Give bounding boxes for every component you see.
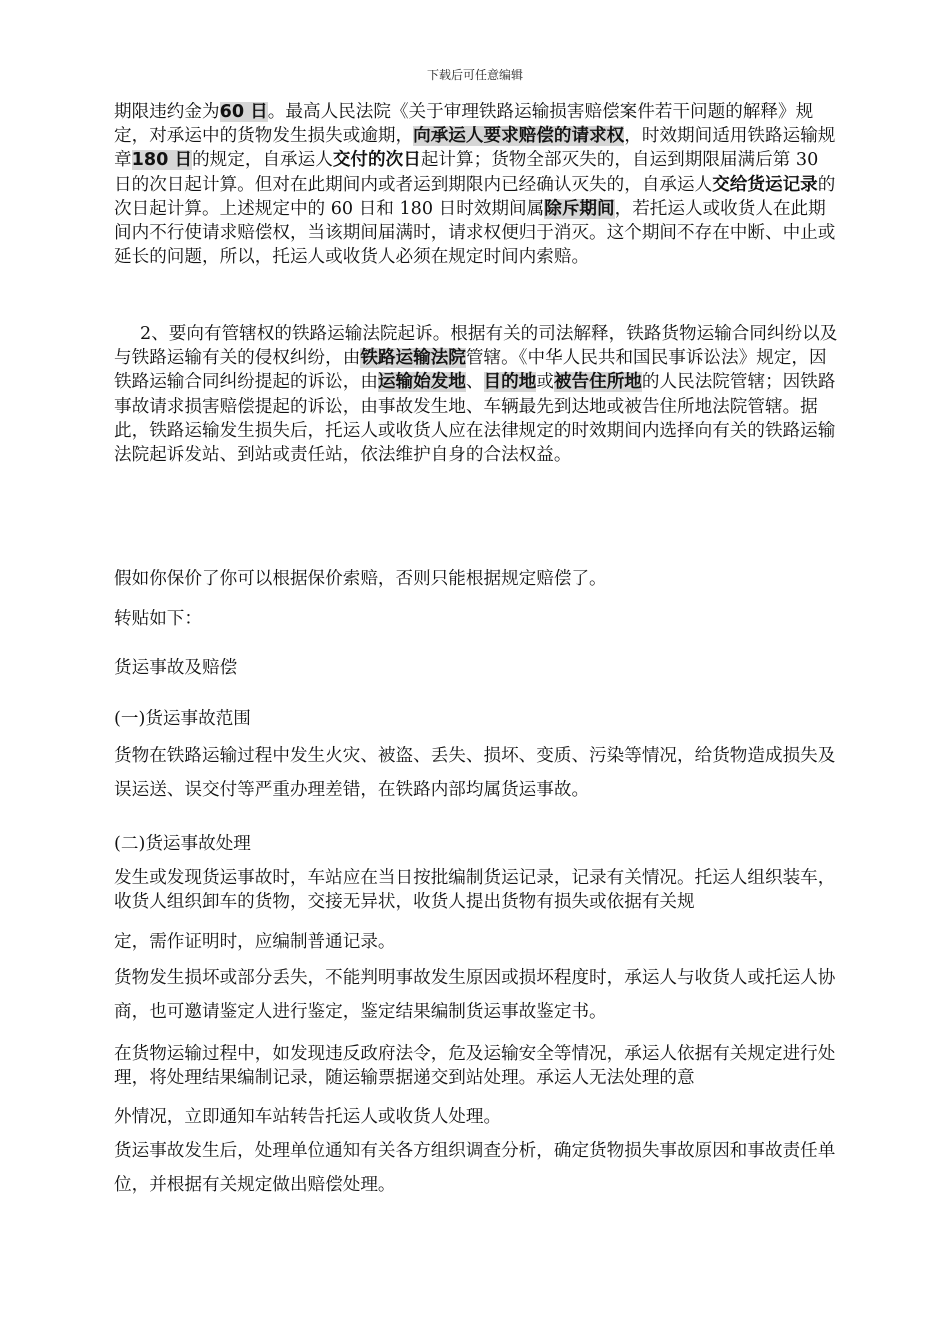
paragraph-time-limit bbox=[114, 100, 838, 269]
text-segment: 。最高人民法院《关于审理铁路运输损害赔偿案件若干问题的解释》规定，对承运中的货物发生损失或逾期， bbox=[114, 102, 814, 147]
highlight-delivery-day: 交付的次日 bbox=[332, 150, 421, 171]
paragraph-transport: 在货物运输过程中，如发现违反政府法令，危及运输安全等情况，承运人依据有关规定进行处理，将处理结果编制记录，随运输票据递交到站处理。承运人无法处理的意 bbox=[114, 1044, 836, 1089]
highlight-exclusion-period: 除斥期间 bbox=[544, 198, 615, 219]
subheading-scope: (一)货运事故范围 bbox=[114, 709, 251, 729]
text-segment: 2、要向有管辖权的铁路运输法院起诉。根据有关的司法解释，铁路货物运输合同纠纷以及与铁路运输有关的侵权纠纷，由 bbox=[114, 324, 838, 369]
paragraph-transport-end: 外情况，立即通知车站转告托运人或收货人处理。 bbox=[114, 1107, 502, 1127]
text-segment: 、 bbox=[465, 372, 484, 393]
highlight-railway-court: 铁路运输法院 bbox=[360, 348, 466, 369]
text-segment: 或 bbox=[536, 372, 554, 393]
highlight-destination: 目的地 bbox=[483, 372, 537, 393]
paragraph-scope: 货物在铁路运输过程中发生火灾、被盗、丢失、损坏、变质、污染等情况，给货物造成损失及误运送、误交付等严重办理差错，在铁路内部均属货运事故。 bbox=[114, 746, 836, 800]
paragraph-jurisdiction bbox=[114, 322, 838, 467]
text-segment: 期限违约金为 bbox=[114, 102, 220, 122]
highlight-60-days: 60 日 bbox=[219, 102, 268, 122]
text-segment: ，时效期间适用铁路运输规章 bbox=[114, 126, 836, 171]
insurance-note: 假如你保价了你可以根据保价索赔，否则只能根据规定赔偿了。 bbox=[114, 569, 607, 589]
text-segment: 的规定，自承运人 bbox=[192, 150, 333, 171]
paragraph-appraisal: 货物发生损坏或部分丢失，不能判明事故发生原因或损坏程度时，承运人与收货人或托运人协商，也可邀请鉴定人进行鉴定，鉴定结果编制货运事故鉴定书。 bbox=[114, 968, 836, 1022]
text-segment: 起计算；货物全部灭失的，自运到期限届满后第 30 日的次日起计算。但对在此期间内或者运到期限内已经确认灭失的，自承运人 bbox=[114, 150, 819, 195]
highlight-cargo-record: 交给货运记录 bbox=[712, 174, 818, 195]
highlight-claim-right: 向承运人要求赔偿的请求权 bbox=[413, 126, 625, 147]
subheading-handling: (二)货运事故处理 bbox=[114, 834, 251, 854]
text-segment: 管辖。《中华人民共和国民事诉讼法》规定，因铁路运输合同纠纷提起的诉讼，由 bbox=[114, 348, 827, 393]
text-segment: 的人民法院管辖；因铁路事故请求损害赔偿提起的诉讼，由事故发生地、车辆最先到达地或被告住所地法院管辖。据此，铁路运输发生损失后，托运人或收货人应在法律规定的时效期间内选择向有关的铁路运输法院起诉发站、到站或责任站，依法维护自身的合法权益。 bbox=[114, 372, 836, 466]
highlight-origin: 运输始发地 bbox=[377, 372, 466, 393]
highlight-defendant-domicile: 被告住所地 bbox=[553, 372, 642, 393]
section-title: 货运事故及赔偿 bbox=[114, 658, 238, 678]
paragraph-record-end: 定，需作证明时，应编制普通记录。 bbox=[114, 932, 396, 952]
text-segment: ，若托运人或收货人在此期间内不行使请求赔偿权，当该期间届满时，请求权便归于消灭。这个期间不存在中断、中止或延长的问题，所以，托运人或收货人必须在规定时间内索赔。 bbox=[114, 198, 836, 268]
paragraph-compensation: 货运事故发生后，处理单位通知有关各方组织调查分析，确定货物损失事故原因和事故责任单位，并根据有关规定做出赔偿处理。 bbox=[114, 1141, 836, 1195]
paragraph-record: 发生或发现货运事故时，车站应在当日按批编制货运记录，记录有关情况。托运人组织装车，收货人组织卸车的货物，交接无异状，收货人提出货物有损失或依据有关规 bbox=[114, 868, 836, 913]
text-segment: 的次日起计算。上述规定中的 60 日和 180 日时效期间属 bbox=[114, 174, 836, 219]
repost-label: 转贴如下： bbox=[114, 609, 202, 629]
page-header: 下载后可任意编辑 bbox=[426, 68, 523, 82]
highlight-180-days: 180 日 bbox=[131, 150, 193, 171]
